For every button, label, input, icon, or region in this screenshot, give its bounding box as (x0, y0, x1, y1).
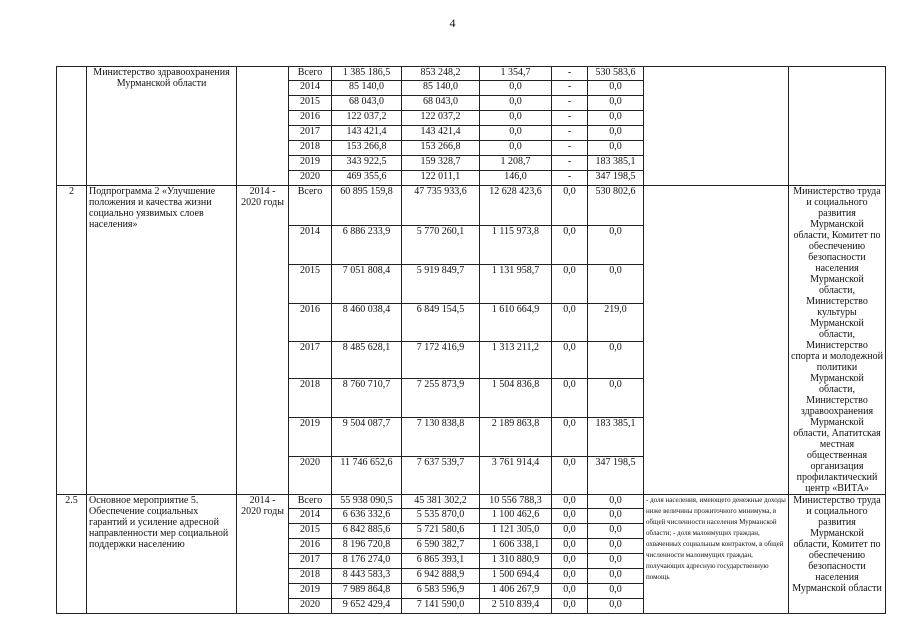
value-cell: 0,0 (552, 264, 588, 303)
value-cell: - (552, 96, 588, 111)
year-cell: 2017 (289, 554, 332, 569)
year-cell: 2016 (289, 539, 332, 554)
value-cell: 1 208,7 (480, 156, 552, 171)
value-cell: 0,0 (588, 96, 644, 111)
value-cell: 7 130 838,8 (402, 418, 480, 457)
value-cell: 1 500 694,4 (480, 569, 552, 584)
value-cell: 0,0 (552, 418, 588, 457)
value-cell: 45 381 302,2 (402, 495, 480, 509)
value-cell: - (552, 156, 588, 171)
year-cell: Всего (289, 67, 332, 81)
value-cell: 7 172 416,9 (402, 341, 480, 379)
value-cell: 153 266,8 (332, 141, 402, 156)
value-cell: 0,0 (480, 141, 552, 156)
value-cell: 5 919 849,7 (402, 264, 480, 303)
value-cell: 7 989 864,8 (332, 584, 402, 599)
row-number (57, 67, 87, 186)
value-cell: 0,0 (480, 126, 552, 141)
value-cell: 1 100 462,6 (480, 509, 552, 524)
value-cell: 0,0 (480, 111, 552, 126)
value-cell: 7 637 539,7 (402, 457, 480, 495)
year-cell: 2017 (289, 126, 332, 141)
row-name: Основное мероприятие 5. Обеспечение социальных гарантий и усиление адресной направленности мер социальной поддержки населению (87, 495, 237, 614)
value-cell: 1 131 958,7 (480, 264, 552, 303)
value-cell: - (552, 81, 588, 96)
value-cell: 0,0 (480, 81, 552, 96)
value-cell: 143 421,4 (402, 126, 480, 141)
value-cell: 0,0 (480, 96, 552, 111)
year-cell: Всего (289, 186, 332, 226)
value-cell: - (552, 111, 588, 126)
value-cell: 1 610 664,9 (480, 303, 552, 341)
row-executor (789, 67, 886, 186)
value-cell: 8 460 038,4 (332, 303, 402, 341)
value-cell: 0,0 (552, 341, 588, 379)
year-cell: 2016 (289, 303, 332, 341)
value-cell: 0,0 (552, 524, 588, 539)
value-cell: 0,0 (588, 495, 644, 509)
value-cell: 0,0 (552, 554, 588, 569)
value-cell: 0,0 (552, 303, 588, 341)
value-cell: 0,0 (588, 141, 644, 156)
row-number: 2 (57, 186, 87, 495)
value-cell: 85 140,0 (332, 81, 402, 96)
value-cell: 1 606 338,1 (480, 539, 552, 554)
row-period: 2014 - 2020 годы (237, 495, 289, 614)
value-cell: 0,0 (588, 111, 644, 126)
value-cell: 1 504 836,8 (480, 379, 552, 418)
value-cell: 347 198,5 (588, 457, 644, 495)
value-cell: 6 636 332,6 (332, 509, 402, 524)
year-cell: 2019 (289, 156, 332, 171)
value-cell: 0,0 (552, 186, 588, 226)
table-row (57, 495, 886, 509)
row-executor: Министерство труда и социального развития Мурманской области, Комитет по обеспечению безопасности населения Мурманской области (789, 495, 886, 614)
value-cell: - (552, 141, 588, 156)
value-cell: 2 189 863,8 (480, 418, 552, 457)
value-cell: 183 385,1 (588, 418, 644, 457)
value-cell: - (552, 126, 588, 141)
year-cell: 2014 (289, 226, 332, 265)
row-period: 2014 - 2020 годы (237, 186, 289, 495)
value-cell: 153 266,8 (402, 141, 480, 156)
value-cell: 0,0 (552, 379, 588, 418)
value-cell: 0,0 (552, 569, 588, 584)
value-cell: 11 746 652,6 (332, 457, 402, 495)
year-cell: 2018 (289, 141, 332, 156)
value-cell: 7 255 873,9 (402, 379, 480, 418)
value-cell: 0,0 (588, 584, 644, 599)
value-cell: 122 037,2 (332, 111, 402, 126)
page-number: 4 (449, 16, 456, 30)
value-cell: 60 895 159,8 (332, 186, 402, 226)
value-cell: 2 510 839,4 (480, 599, 552, 614)
value-cell: 12 628 423,6 (480, 186, 552, 226)
value-cell: 347 198,5 (588, 171, 644, 186)
value-cell: 0,0 (588, 126, 644, 141)
value-cell: 8 443 583,3 (332, 569, 402, 584)
value-cell: 183 385,1 (588, 156, 644, 171)
value-cell: 5 721 580,6 (402, 524, 480, 539)
value-cell: 8 485 628,1 (332, 341, 402, 379)
value-cell: 219,0 (588, 303, 644, 341)
value-cell: - (552, 171, 588, 186)
table-row (57, 186, 886, 226)
value-cell: 0,0 (588, 379, 644, 418)
row-indicators: - доля населения, имеющего денежные доходы ниже величины прожиточного минимума, в общей численности населения Мурманской области; - доля малоимущих граждан, охваченных социальным контрактом, в общей численности малоимущих граждан, получающих адресную государственную помощь (644, 495, 789, 614)
value-cell: 530 583,6 (588, 67, 644, 81)
value-cell: 68 043,0 (332, 96, 402, 111)
year-cell: 2018 (289, 379, 332, 418)
value-cell: 1 354,7 (480, 67, 552, 81)
value-cell: 55 938 090,5 (332, 495, 402, 509)
value-cell: 1 406 267,9 (480, 584, 552, 599)
value-cell: 159 328,7 (402, 156, 480, 171)
value-cell: 5 535 870,0 (402, 509, 480, 524)
year-cell: 2015 (289, 264, 332, 303)
value-cell: 6 942 888,9 (402, 569, 480, 584)
value-cell: 122 011,1 (402, 171, 480, 186)
year-cell: 2014 (289, 81, 332, 96)
value-cell: 0,0 (588, 226, 644, 265)
value-cell: 0,0 (552, 495, 588, 509)
value-cell: 0,0 (552, 457, 588, 495)
value-cell: 122 037,2 (402, 111, 480, 126)
value-cell: 853 248,2 (402, 67, 480, 81)
year-cell: 2015 (289, 96, 332, 111)
value-cell: 6 583 596,9 (402, 584, 480, 599)
value-cell: 0,0 (552, 599, 588, 614)
value-cell: 47 735 933,6 (402, 186, 480, 226)
row-indicators (644, 186, 789, 495)
value-cell: 0,0 (588, 599, 644, 614)
value-cell: 68 043,0 (402, 96, 480, 111)
value-cell: 0,0 (588, 539, 644, 554)
value-cell: 5 770 260,1 (402, 226, 480, 265)
value-cell: 1 310 880,9 (480, 554, 552, 569)
row-period (237, 67, 289, 186)
year-cell: 2018 (289, 569, 332, 584)
value-cell: 0,0 (588, 509, 644, 524)
row-indicators (644, 67, 789, 186)
value-cell: - (552, 67, 588, 81)
value-cell: 0,0 (588, 524, 644, 539)
value-cell: 6 849 154,5 (402, 303, 480, 341)
year-cell: 2014 (289, 509, 332, 524)
year-cell: 2019 (289, 584, 332, 599)
value-cell: 0,0 (588, 264, 644, 303)
value-cell: 0,0 (588, 81, 644, 96)
value-cell: 0,0 (588, 554, 644, 569)
value-cell: 7 051 808,4 (332, 264, 402, 303)
value-cell: 8 176 274,0 (332, 554, 402, 569)
value-cell: 6 886 233,9 (332, 226, 402, 265)
value-cell: 143 421,4 (332, 126, 402, 141)
value-cell: 85 140,0 (402, 81, 480, 96)
row-number: 2.5 (57, 495, 87, 614)
year-cell: 2020 (289, 457, 332, 495)
value-cell: 6 590 382,7 (402, 539, 480, 554)
value-cell: 146,0 (480, 171, 552, 186)
table-row (57, 67, 886, 81)
year-cell: 2020 (289, 599, 332, 614)
row-executor: Министерство труда и социального развития Мурманской области, Комитет по обеспечению безопасности населения Мурманской области, Министерство культуры Мурманской области, Министерство спорта и молодежной политики Мурманской области, Министерство здравоохранения Мурманской области, Апатитская местная общественная организация профилактический центр «ВИТА» (789, 186, 886, 495)
value-cell: 8 760 710,7 (332, 379, 402, 418)
row-name: Министерство здравоохранения Мурманской области (87, 67, 237, 186)
value-cell: 1 385 186,5 (332, 67, 402, 81)
value-cell: 0,0 (588, 569, 644, 584)
value-cell: 1 121 305,0 (480, 524, 552, 539)
value-cell: 3 761 914,4 (480, 457, 552, 495)
value-cell: 0,0 (552, 584, 588, 599)
row-name: Подпрограмма 2 «Улучшение положения и качества жизни социально уязвимых слоев населения» (87, 186, 237, 495)
value-cell: 1 313 211,2 (480, 341, 552, 379)
value-cell: 0,0 (588, 341, 644, 379)
year-cell: 2017 (289, 341, 332, 379)
value-cell: 9 652 429,4 (332, 599, 402, 614)
year-cell: 2016 (289, 111, 332, 126)
value-cell: 6 865 393,1 (402, 554, 480, 569)
year-cell: Всего (289, 495, 332, 509)
value-cell: 9 504 087,7 (332, 418, 402, 457)
value-cell: 343 922,5 (332, 156, 402, 171)
value-cell: 0,0 (552, 509, 588, 524)
value-cell: 0,0 (552, 539, 588, 554)
value-cell: 1 115 973,8 (480, 226, 552, 265)
value-cell: 8 196 720,8 (332, 539, 402, 554)
year-cell: 2020 (289, 171, 332, 186)
value-cell: 6 842 885,6 (332, 524, 402, 539)
value-cell: 0,0 (552, 226, 588, 265)
value-cell: 469 355,6 (332, 171, 402, 186)
value-cell: 7 141 590,0 (402, 599, 480, 614)
year-cell: 2015 (289, 524, 332, 539)
value-cell: 530 802,6 (588, 186, 644, 226)
value-cell: 10 556 788,3 (480, 495, 552, 509)
budget-table (56, 66, 886, 614)
year-cell: 2019 (289, 418, 332, 457)
